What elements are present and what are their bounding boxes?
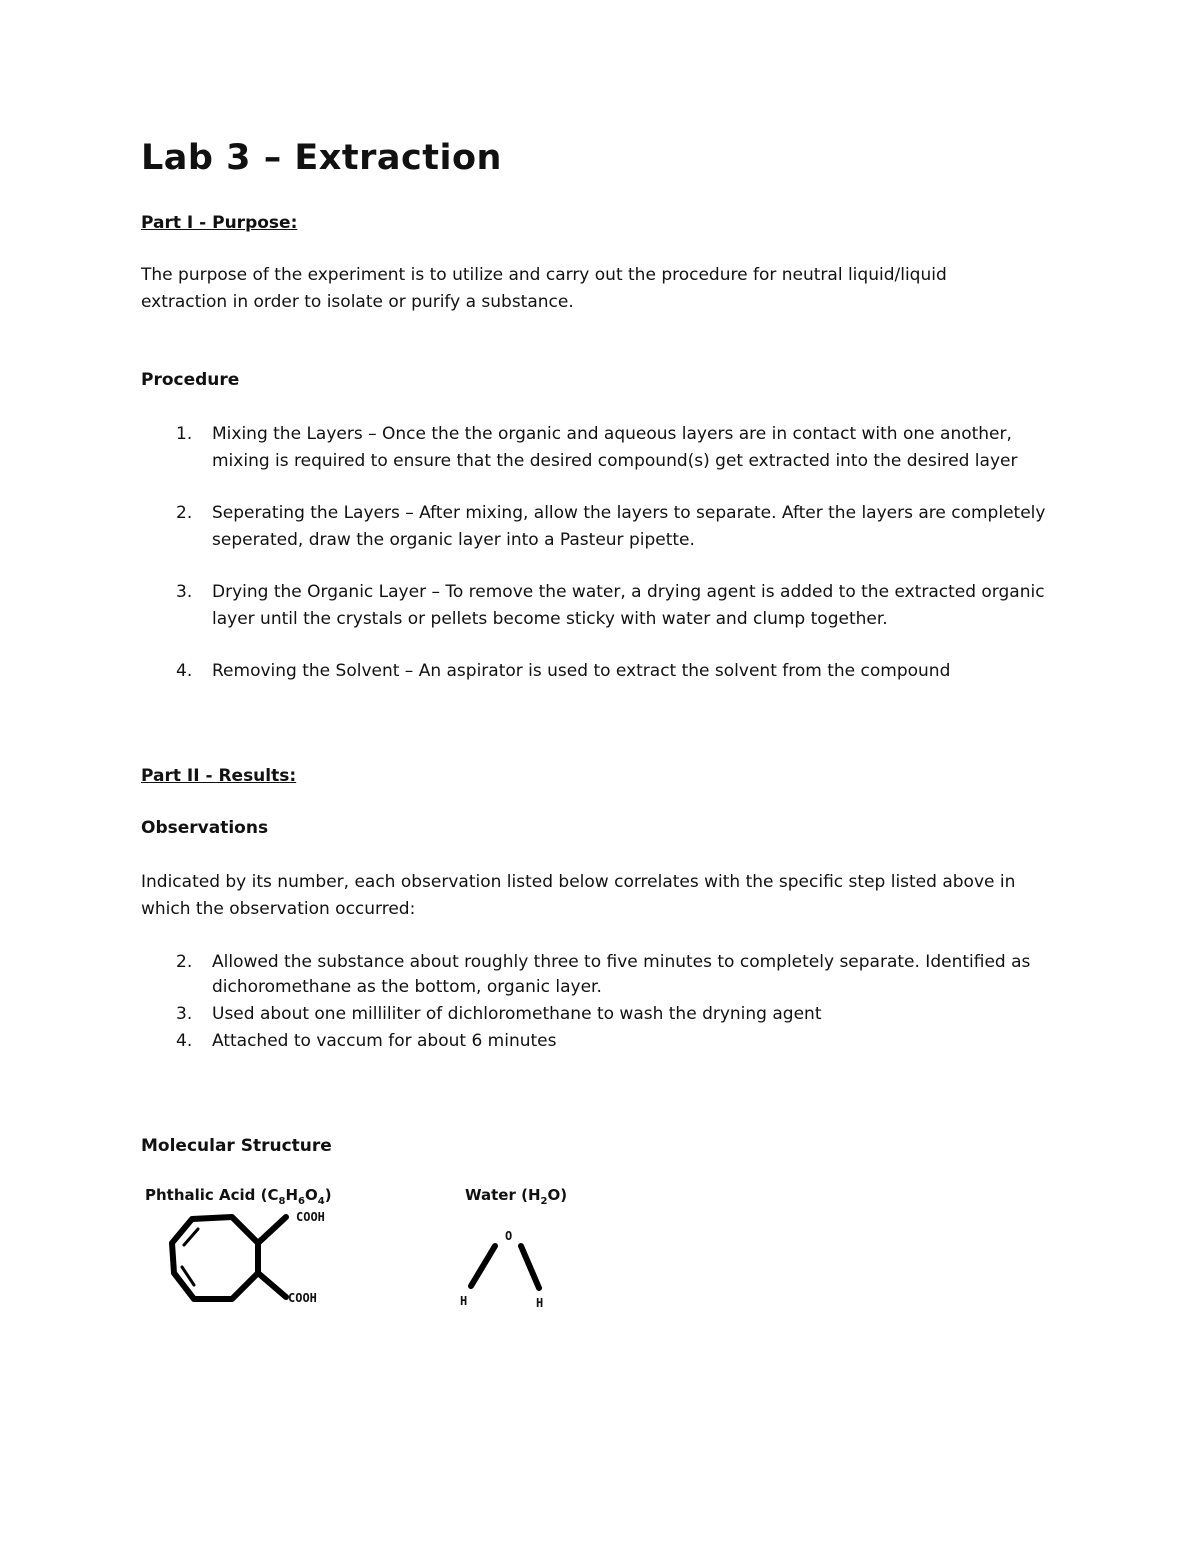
part2-heading-text: Part II - Results <box>141 766 290 786</box>
step-line: Drying the Organic Layer – To remove the water, a drying agent is added to the extracted organic <box>212 582 1045 602</box>
observations-intro-line-1: Indicated by its number, each observation listed below correlates with the specific step listed above in <box>141 872 1016 892</box>
procedure-heading: Procedure <box>141 370 240 390</box>
observation-number: 3. <box>176 1004 193 1024</box>
inner-double-bonds <box>182 1229 198 1285</box>
observation-line: Attached to vaccum for about 6 minutes <box>212 1031 557 1051</box>
step-line: mixing is required to ensure that the desired compound(s) get extracted into the desired layer <box>212 451 1018 471</box>
step-number: 3. <box>176 582 193 602</box>
part2-heading-colon: : <box>289 766 297 786</box>
observation-number: 2. <box>176 952 193 972</box>
part1-heading <box>141 213 297 233</box>
water-bonds <box>471 1246 539 1288</box>
observation-number: 4. <box>176 1031 193 1051</box>
observation-line: Used about one milliliter of dichloromethane to wash the dryning agent <box>212 1004 822 1024</box>
water-name: Water (H <box>465 1186 541 1204</box>
step-line: Seperating the Layers – After mixing, allow the layers to separate. After the layers are completely <box>212 503 1046 523</box>
water-end: O) <box>547 1186 568 1204</box>
purpose-line-1: The purpose of the experiment is to utilize and carry out the procedure for neutral liquid/liquid <box>141 265 947 285</box>
observations-heading: Observations <box>141 818 269 838</box>
purpose-line-2: extraction in order to isolate or purify a substance. <box>141 292 574 312</box>
observations-intro <box>141 869 1081 923</box>
water-sub-h: 2 <box>540 1196 548 1207</box>
molecular-structure-heading: Molecular Structure <box>141 1136 332 1156</box>
water-label <box>465 1186 567 1207</box>
part1-heading-colon: : <box>290 213 298 233</box>
step-line: layer until the crystals or pellets become sticky with water and clump together. <box>212 609 888 629</box>
part2-heading <box>141 766 296 786</box>
hydrogen-atom-label-1: H <box>460 1294 468 1308</box>
step-number: 4. <box>176 661 193 681</box>
phthalic-sub-h: 6 <box>298 1196 306 1207</box>
purpose-paragraph <box>141 262 1081 316</box>
phthalic-sub-c: 8 <box>278 1196 286 1207</box>
phthalic-name: Phthalic Acid (C <box>145 1186 279 1204</box>
phthalic-sub-o: 4 <box>317 1196 325 1207</box>
step-line: Mixing the Layers – Once the the organic and aqueous layers are in contact with one another, <box>212 424 1012 444</box>
part1-heading-text: Part I - Purpose <box>141 213 291 233</box>
observations-intro-line-2: which the observation occurred: <box>141 899 416 919</box>
substituent-bonds <box>258 1217 286 1297</box>
cooh-bottom-label: COOH <box>288 1291 317 1305</box>
step-number: 1. <box>176 424 193 444</box>
page-title: Lab 3 – Extraction <box>141 138 502 178</box>
step-line: seperated, draw the organic layer into a Pasteur pipette. <box>212 530 695 550</box>
cooh-top-label: COOH <box>296 1210 325 1224</box>
step-number: 2. <box>176 503 193 523</box>
octagon-ring <box>172 1217 258 1299</box>
phthalic-acid-label <box>145 1186 332 1207</box>
observation-line: Allowed the substance about roughly three to five minutes to completely separate. Identified as <box>212 952 1031 972</box>
observation-line: dichoromethane as the bottom, organic layer. <box>212 977 602 997</box>
step-line: Removing the Solvent – An aspirator is used to extract the solvent from the compound <box>212 661 951 681</box>
phthalic-h: H <box>285 1186 299 1204</box>
oxygen-atom-label: O <box>505 1229 513 1243</box>
phthalic-o: O <box>305 1186 318 1204</box>
hydrogen-atom-label-2: H <box>536 1296 544 1310</box>
phthalic-end: ) <box>324 1186 332 1204</box>
